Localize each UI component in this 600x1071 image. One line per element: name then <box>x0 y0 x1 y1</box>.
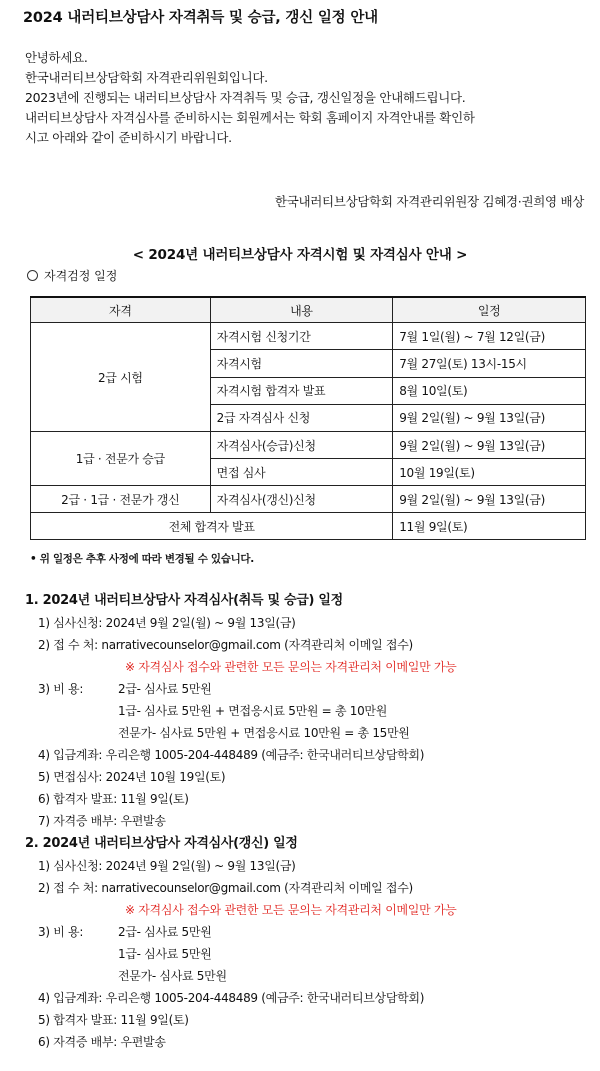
list-item: 4) 입금계좌: 우리은행 1005-204-448489 (예금주: 한국내러티브상담학회) <box>38 748 425 762</box>
group-level2-exam: 2급 시험 <box>31 323 211 432</box>
schedule-table <box>30 296 586 540</box>
total-announcement: 전체 합격자 발표 <box>31 513 393 540</box>
row-content: 자격시험 신청기간 <box>210 323 393 350</box>
row-content: 면접 심사 <box>210 459 393 486</box>
row-date: 10월 19일(토) <box>393 459 586 486</box>
intro-line: 내러티브상담사 자격심사를 준비하시는 회원께서는 학회 홈페이지 자격안내를 확인하 <box>25 110 475 125</box>
list-item: 4) 입금계좌: 우리은행 1005-204-448489 (예금주: 한국내러티브상담학회) <box>38 991 425 1005</box>
row-date: 9월 2일(월) ~ 9월 13일(금) <box>393 404 586 431</box>
list-item: 1급- 심사료 5만원 + 면접응시료 5만원 = 총 10만원 <box>118 704 388 718</box>
list-item: 5) 면접심사: 2024년 10월 19일(토) <box>38 770 226 784</box>
intro-line: 한국내러티브상담학회 자격관리위원회입니다. <box>25 70 268 85</box>
row-date: 7월 1일(월) ~ 7월 12일(금) <box>393 323 586 350</box>
schedule-subtitle <box>27 267 117 284</box>
row-date: 8월 10일(토) <box>393 377 586 404</box>
table-row <box>31 486 586 513</box>
section-1 <box>25 590 595 832</box>
table-header-row <box>31 297 586 323</box>
list-item: 6) 합격자 발표: 11월 9일(토) <box>38 792 189 806</box>
list-item: 3) 비 용: 2급- 심사료 5만원 <box>38 682 212 696</box>
list-item: 2) 접 수 처: narrativecounselor@gmail.com (자격관리처 이메일 접수) <box>38 638 413 652</box>
list-item: 5) 합격자 발표: 11월 9일(토) <box>38 1013 189 1027</box>
list-item: 전문가- 심사료 5만원 <box>118 969 227 983</box>
intro-line: 안녕하세요. <box>25 50 88 65</box>
row-date: 7월 27일(토) 13시-15시 <box>393 350 586 377</box>
warning-line: ※ 자격심사 접수와 관련한 모든 문의는 자격관리처 이메일만 가능 <box>125 903 457 917</box>
page-title: 2024 내러티브상담사 자격취득 및 승급, 갱신 일정 안내 <box>23 10 378 26</box>
row-content: 2급 자격심사 신청 <box>210 404 393 431</box>
circle-bullet-icon <box>27 270 38 281</box>
header-date: 일정 <box>393 297 586 323</box>
section-2 <box>25 833 595 1053</box>
intro-line: 2023년에 진행되는 내러티브상담사 자격취득 및 승급, 갱신일정을 안내해드립니다. <box>25 90 466 105</box>
group-renewal: 2급 · 1급 · 전문가 갱신 <box>31 486 211 513</box>
table-row <box>31 432 586 459</box>
list-item: 1) 심사신청: 2024년 9월 2일(월) ~ 9월 13일(금) <box>38 616 296 630</box>
schedule-note: • 위 일정은 추후 사정에 따라 변경될 수 있습니다. <box>30 553 254 565</box>
row-date: 9월 2일(월) ~ 9월 13일(금) <box>393 486 586 513</box>
schedule-subtitle-text: 자격검정 일정 <box>44 269 118 283</box>
intro-line: 시고 아래와 같이 준비하시기 바랍니다. <box>25 130 232 145</box>
intro-text <box>25 48 590 148</box>
table-row <box>31 513 586 540</box>
warning-line: ※ 자격심사 접수와 관련한 모든 문의는 자격관리처 이메일만 가능 <box>125 660 457 674</box>
schedule-title: < 2024년 내러티브상담사 자격시험 및 자격심사 안내 > <box>132 247 468 263</box>
row-content: 자격심사(승급)신청 <box>210 432 393 459</box>
list-item: 6) 자격증 배부: 우편발송 <box>38 1035 166 1049</box>
group-promotion: 1급 · 전문가 승급 <box>31 432 211 486</box>
header-content: 내용 <box>210 297 393 323</box>
list-item: 2) 접 수 처: narrativecounselor@gmail.com (자격관리처 이메일 접수) <box>38 881 413 895</box>
header-qualification: 자격 <box>31 297 211 323</box>
row-content: 자격시험 합격자 발표 <box>210 377 393 404</box>
table-row <box>31 323 586 350</box>
row-date: 9월 2일(월) ~ 9월 13일(금) <box>393 432 586 459</box>
signature: 한국내러티브상담학회 자격관리위원장 김혜경·권희영 배상 <box>274 194 584 209</box>
row-content: 자격심사(갱신)신청 <box>210 486 393 513</box>
list-item: 7) 자격증 배부: 우편발송 <box>38 814 166 828</box>
list-item: 3) 비 용: 2급- 심사료 5만원 <box>38 925 212 939</box>
total-date: 11월 9일(토) <box>393 513 586 540</box>
section-title: 1. 2024년 내러티브상담사 자격심사(취득 및 승급) 일정 <box>25 593 343 608</box>
row-content: 자격시험 <box>210 350 393 377</box>
list-item: 1급- 심사료 5만원 <box>118 947 212 961</box>
section-title: 2. 2024년 내러티브상담사 자격심사(갱신) 일정 <box>25 836 298 851</box>
list-item: 1) 심사신청: 2024년 9월 2일(월) ~ 9월 13일(금) <box>38 859 296 873</box>
list-item: 전문가- 심사료 5만원 + 면접응시료 10만원 = 총 15만원 <box>118 726 410 740</box>
